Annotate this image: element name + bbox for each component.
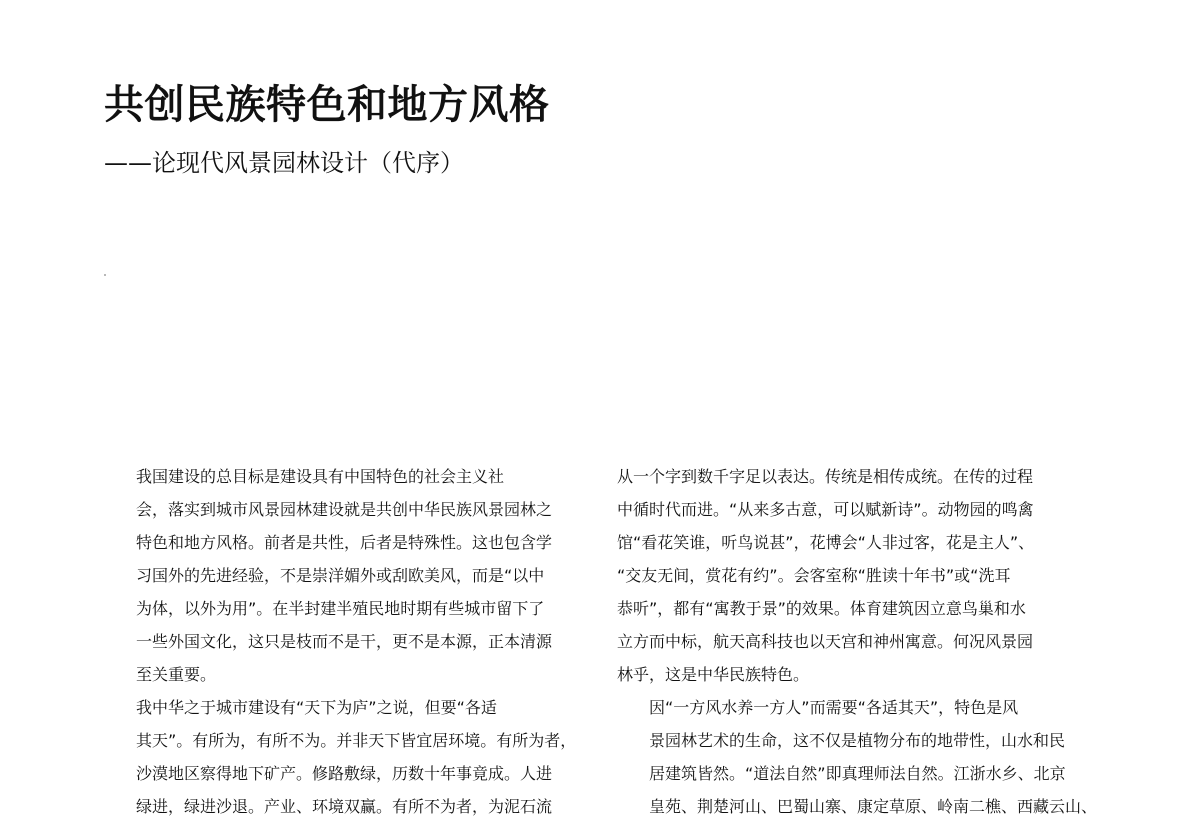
text-line: 会，落实到城市风景园林建设就是共创中华民族风景园林之 [136, 500, 553, 519]
text-line: “交友无间，赏花有约”。会客室称“胜读十年书”或“洗耳 [617, 566, 1011, 585]
text-line: 景园林艺术的生命，这不仅是植物分布的地带性，山水和民 [649, 731, 1066, 750]
right-text-column [617, 460, 1100, 823]
text-line: 至关重要。 [136, 665, 217, 684]
text-line: 习国外的先进经验，不是崇洋媚外或刮欧美风，而是“以中 [136, 566, 545, 585]
page-subtitle: ——论现代风景园林设计（代序） [104, 149, 464, 177]
text-line: 中循时代而进。“从来多古意，可以赋新诗”。动物园的鸣禽 [617, 500, 1034, 519]
body-paragraph [617, 691, 1100, 823]
text-line: 特色和地方风格。前者是共性，后者是特殊性。这也包含学 [136, 533, 553, 552]
text-line: 因“一方风水养一方人”而需要“各适其天”，特色是风 [649, 698, 1019, 717]
text-line: 我中华之于城市建设有“天下为庐”之说，但要“各适 [136, 698, 497, 717]
text-line: 立方而中标，航天高科技也以天宫和神州寓意。何况风景园 [617, 632, 1034, 651]
text-line: 居建筑皆然。“道法自然”即真理师法自然。江浙水乡、北京 [649, 764, 1066, 783]
scan-speck [104, 274, 106, 276]
text-line: 其天”。有所为，有所不为。并非天下皆宜居环境。有所为者， [136, 731, 577, 750]
text-line: 沙漠地区察得地下矿产。修路敷绿，历数十年事竟成。人进 [136, 764, 553, 783]
text-line: 恭听”，都有“寓教于景”的效果。体育建筑因立意鸟巢和水 [617, 599, 1026, 618]
text-line: 绿进，绿进沙退。产业、环境双赢。有所不为者，为泥石流 [136, 797, 553, 816]
body-paragraph [617, 460, 1100, 691]
text-line: 林乎，这是中华民族特色。 [617, 665, 810, 684]
text-line: 为体，以外为用”。在半封建半殖民地时期有些城市留下了 [136, 599, 545, 618]
text-line: 皇苑、荆楚河山、巴蜀山寨、康定草原、岭南二樵、西藏云山、 [649, 797, 1098, 816]
text-line: 从一个字到数千字足以表达。传统是相传成统。在传的过程 [617, 467, 1034, 486]
body-paragraph [104, 691, 589, 823]
text-line: 我国建设的总目标是建设具有中国特色的社会主义社 [136, 467, 505, 486]
text-line: 一些外国文化，这只是枝而不是干，更不是本源，正本清源 [136, 632, 553, 651]
text-line: 馆“看花笑谁，听鸟说甚”，花博会“人非过客，花是主人”、 [617, 533, 1035, 552]
page-title: 共创民族特色和地方风格 [104, 82, 550, 128]
left-text-column [104, 460, 589, 823]
body-paragraph [104, 460, 589, 691]
